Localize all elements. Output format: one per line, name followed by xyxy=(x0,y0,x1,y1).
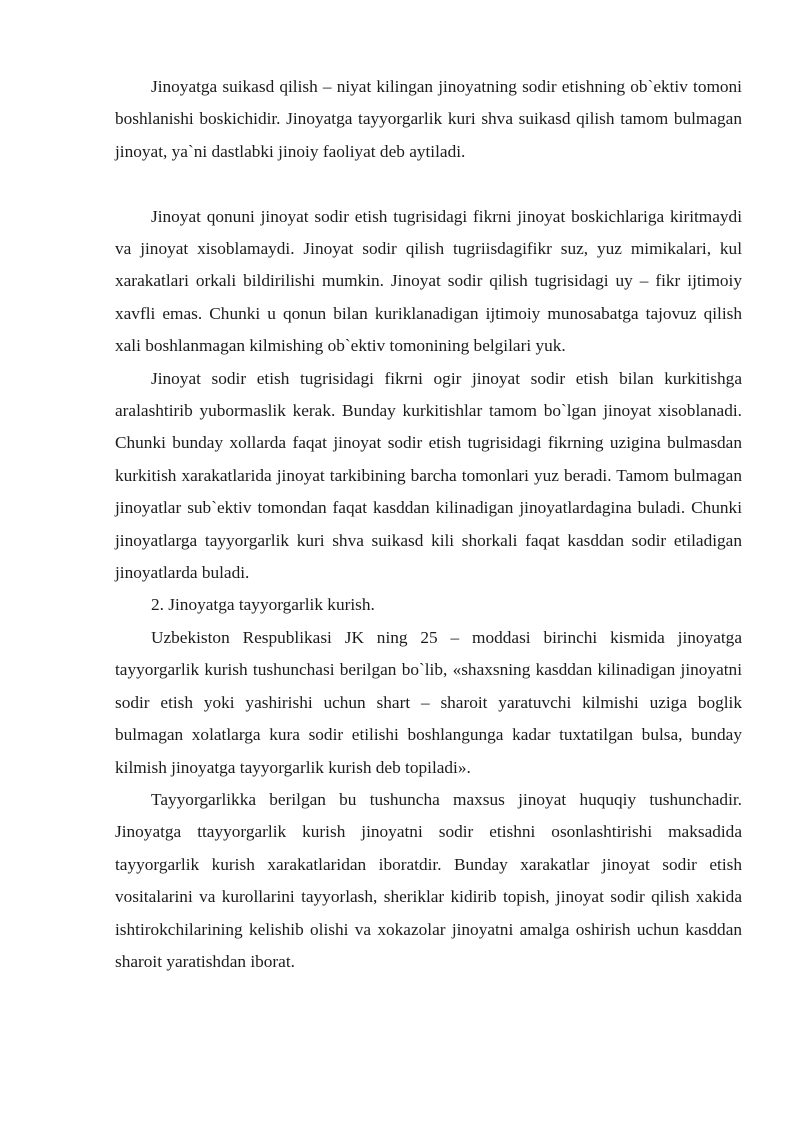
paragraph-intent-not-crime: Jinoyat qonuni jinoyat sodir etish tugrisidagi fikrni jinoyat boskichlariga kiritmaydi va jinoyat xisoblamaydi. Jinoyat sodir qilish tugriisdagifikr suz, yuz mimikalari, kul xarakatlari orkali bildirilishi mumkin. Jinoyat sodir qilish tugrisidagi uy – fikr ijtimoiy xavfli emas. Chunki u qonun bilan kuriklanadigan ijtimoiy munosabatga tajovuz qilish xali boshlanmagan kilmishing ob`ektiv tomonining belgilari yuk. xyxy=(115,206,742,356)
section-heading-preparation: 2. Jinoyatga tayyorgarlik kurish. xyxy=(151,595,375,615)
paragraph-attempt-definition: Jinoyatga suikasd qilish – niyat kilingan jinoyatning sodir etishning ob`ektiv tomoni boshlanishi boskichidir. Jinoyatga tayyorgarlik kuri shva suikasd qilish tamom bulmagan jinoyat, ya`ni dastlabki jinoiy faoliyat deb aytiladi. xyxy=(115,77,742,161)
paragraph-article-25: Uzbekiston Respublikasi JK ning 25 – moddasi birinchi kismida jinoyatga tayyorgarlik kurish tushunchasi berilgan bo`lib, «shaxsning kasddan kilinadigan jinoyatni sodir etish yoki yashirishi uchun shart – sharoit yaratuvchi kilmishi uziga boglik bulmagan xolatlarga kura sodir etilishi boshlangunga kadar tuxtatilgan bulsa, bunday kilmish jinoyatga tayyorgarlik kurish deb topiladi». xyxy=(115,627,742,777)
paragraph-preparation-acts: Tayyorgarlikka berilgan bu tushuncha maxsus jinoyat huquqiy tushunchadir. Jinoyatga ttayyorgarlik kurish jinoyatni sodir etishni osonlashtirishi maksadida tayyorgarlik kurish xarakatlaridan iboratdir. Bunday xarakatlar jinoyat sodir etish vositalarini va kurollarini tayyorlash, sheriklar kidirib topish, jinoyat sodir qilish xakida ishtirokchilarining kelishib olishi va xokazolar jinoyatni amalga oshirish uchun kasddan sharoit yaratishdan iborat. xyxy=(115,789,742,971)
document-body xyxy=(115,71,742,978)
paragraph-threat-distinction: Jinoyat sodir etish tugrisidagi fikrni ogir jinoyat sodir etish bilan kurkitishga aralashtirib yubormaslik kerak. Bunday kurkitishlar tamom bo`lgan jinoyat xisoblanadi. Chunki bunday xollarda faqat jinoyat sodir etish tugrisidagi fikrning uzigina bulmasdan kurkitish xarakatlarida jinoyat tarkibining barcha tomonlari yuz beradi. Tamom bulmagan jinoyatlar sub`ektiv tomondan faqat kasddan kilinadigan jinoyatlardagina buladi. Chunki jinoyatlarga tayyorgarlik kuri shva suikasd kili shorkali faqat kasddan sodir etiladigan jinoyatlarda buladi. xyxy=(115,368,742,583)
